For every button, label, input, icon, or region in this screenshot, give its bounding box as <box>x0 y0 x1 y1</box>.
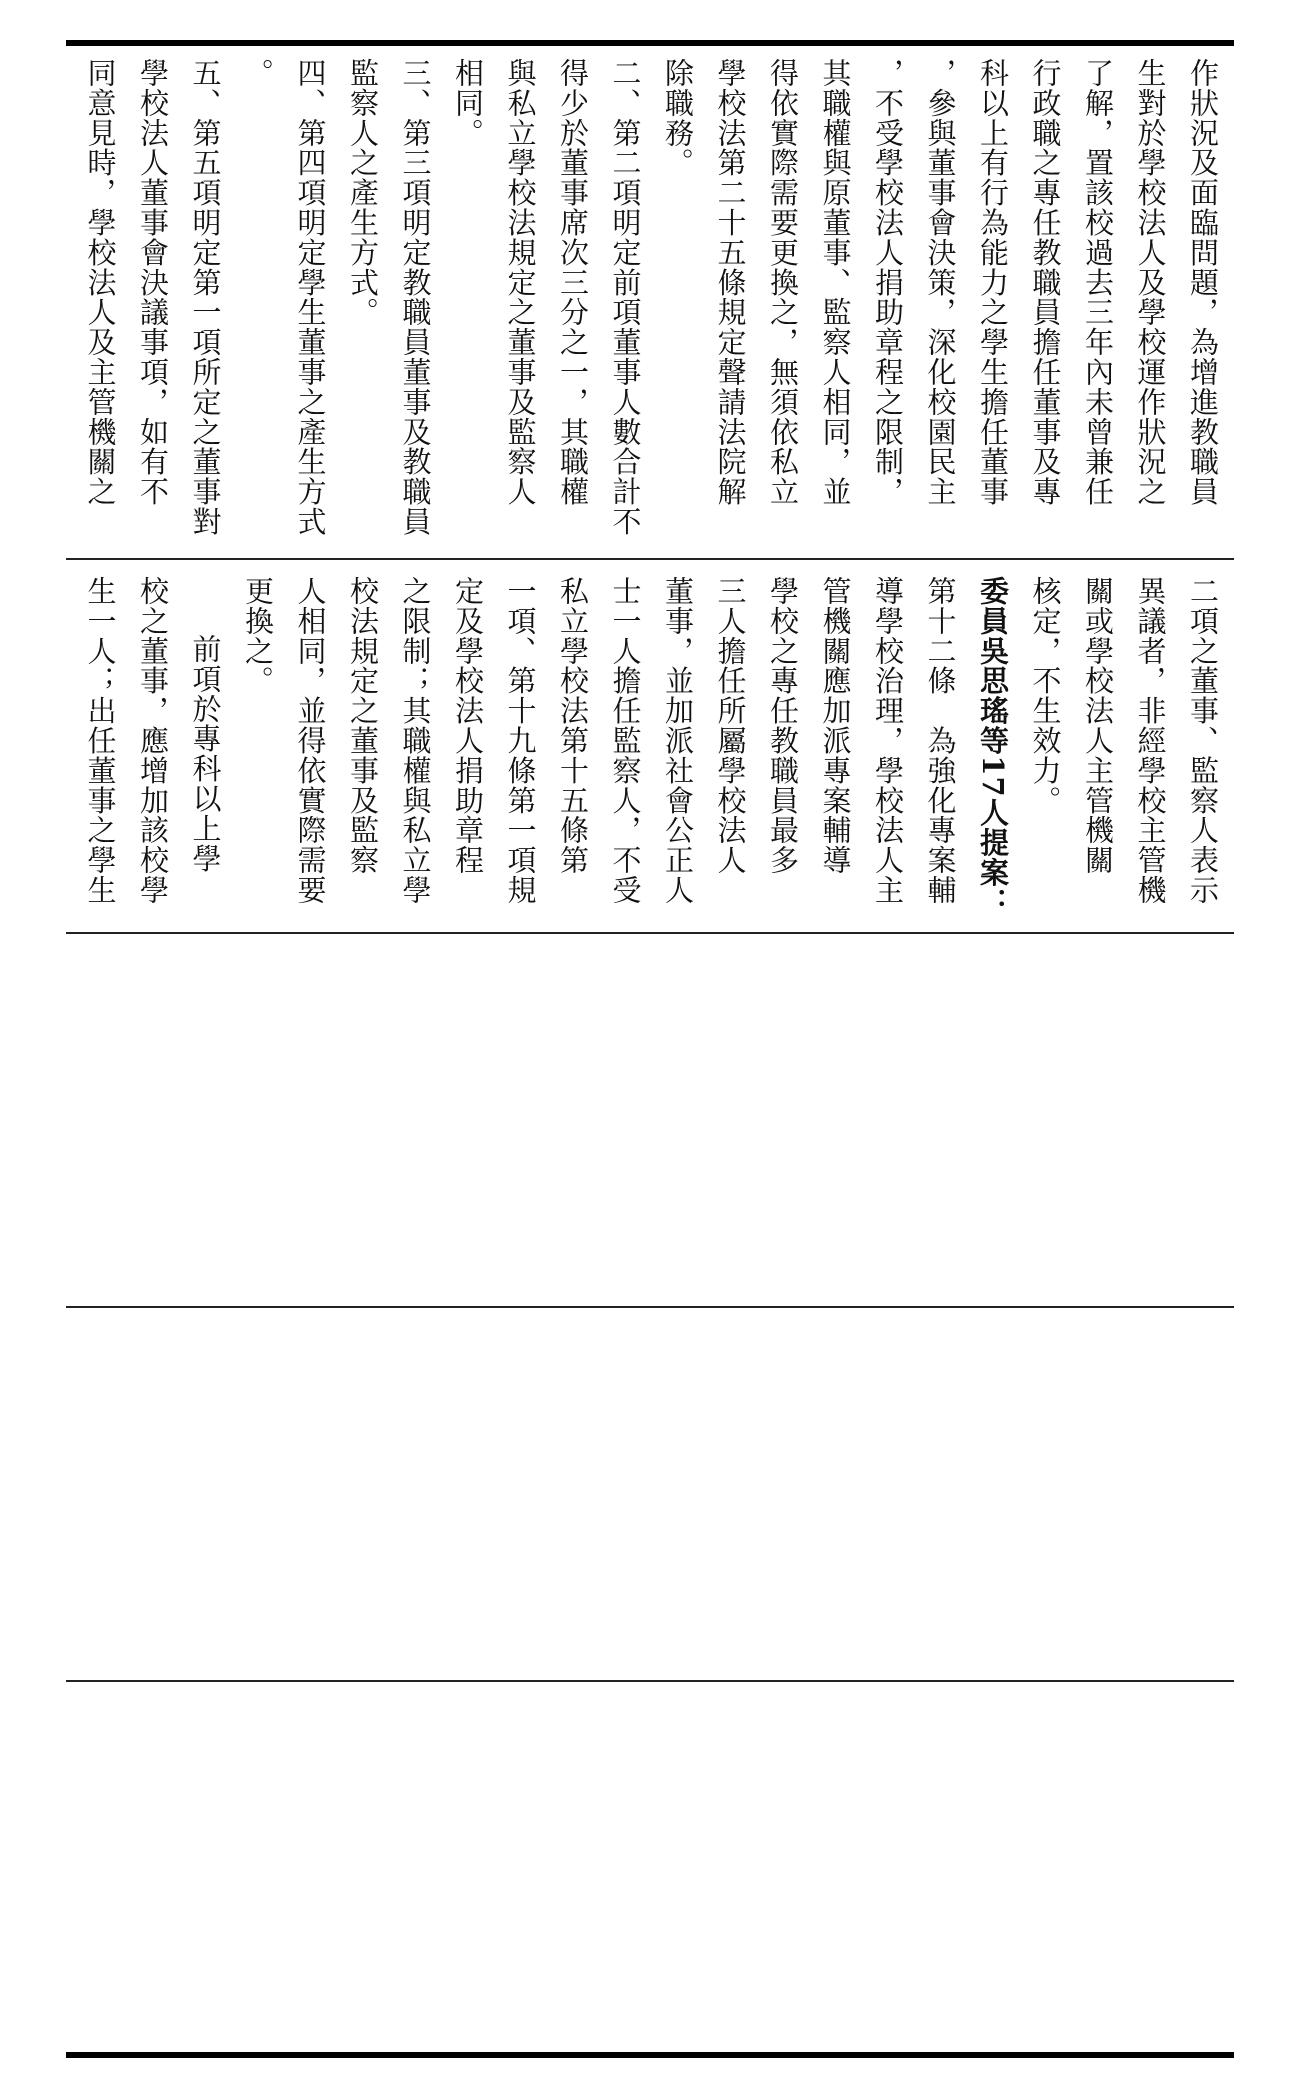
text-line: 行政職之專任教職員擔任董事及專 <box>1028 58 1063 507</box>
text-line: 學校之專任教職員最多 <box>766 576 800 875</box>
text-line: 與私立學校法規定之董事及監察人 <box>503 58 538 507</box>
text-line: 監察人之產生方式。 <box>346 58 380 328</box>
text-line: 三、第三項明定教職員董事及教職員 <box>398 58 433 537</box>
text-line: ，參與董事會決策，深化校園民主 <box>923 58 958 507</box>
explanation-cell <box>70 58 1230 550</box>
empty-cell-4 <box>70 1310 1230 1678</box>
text-line: 二項之董事、監察人表示 <box>1186 576 1220 905</box>
text-line: 三人擔任所屬學校法人 <box>713 576 748 875</box>
text-line: 定及學校法人捐助章程 <box>451 576 485 875</box>
text-line: 同意見時，學校法人及主管機關之 <box>83 58 118 507</box>
text-line: 核定，不生效力。 <box>1028 576 1063 816</box>
text-line: 士一人擔任監察人，不受 <box>608 576 643 905</box>
text-line: 異議者，非經學校主管機 <box>1133 576 1168 905</box>
text-line: 更換之。 <box>241 576 275 696</box>
text-line: 關或學校法人主管機關 <box>1081 576 1115 875</box>
text-line: 之限制；其職權與私立學 <box>398 576 433 905</box>
text-line: ，不受學校法人捐助章程之限制， <box>871 58 905 507</box>
text-line: 五、第五項明定第一項所定之董事對 <box>188 58 223 537</box>
proposal-cell <box>70 576 1230 926</box>
row-divider-2 <box>66 932 1234 934</box>
text-line: 了解，置該校過去三年內未曾兼任 <box>1081 58 1115 507</box>
text-line: 導學校治理，學校法人主 <box>871 576 905 905</box>
text-line: 得少於董事席次三分之一，其職權 <box>556 58 590 507</box>
row-divider-4 <box>66 1680 1234 1682</box>
proposal-heading: 委員吳思瑤等17人提案： <box>976 576 1010 918</box>
text-line: 學校法第二十五條規定聲請法院解 <box>713 58 748 507</box>
text-line: 四、第四項明定學生董事之產生方式 <box>293 58 328 537</box>
text-line: 作狀況及面臨問題，為增進教職員 <box>1186 58 1220 507</box>
text-line: 二、第二項明定前項董事人數合計不 <box>608 58 643 537</box>
top-rule <box>66 40 1234 46</box>
text-line: 校法規定之董事及監察 <box>346 576 380 875</box>
text-line: 得依實際需要更換之，無須依私立 <box>766 58 800 507</box>
text-line: 除職務。 <box>661 58 695 178</box>
text-line: 生一人；出任董事之學生 <box>83 576 118 905</box>
text-line: 相同。 <box>451 58 485 148</box>
proposal-text <box>70 576 1225 926</box>
text-line: 。 <box>241 58 275 88</box>
row-divider-3 <box>66 1306 1234 1308</box>
text-line: 生對於學校法人及學校運作狀況之 <box>1133 58 1168 507</box>
text-line: 校之董事，應增加該校學 <box>136 576 170 905</box>
text-line: 前項於專科以上學 <box>188 634 223 874</box>
text-line: 私立學校法第十五條第 <box>556 576 590 875</box>
empty-cell-3 <box>70 936 1230 1304</box>
text-line: 第十二條 為強化專案輔 <box>923 576 958 905</box>
text-line: 董事，並加派社會公正人 <box>661 576 695 905</box>
text-line: 一項、第十九條第一項規 <box>503 576 538 905</box>
explanation-text <box>70 58 1225 550</box>
text-line: 管機關應加派專案輔導 <box>818 576 853 875</box>
bottom-rule <box>66 2052 1234 2058</box>
text-line: 學校法人董事會決議事項，如有不 <box>136 58 170 507</box>
text-line: 科以上有行為能力之學生擔任董事 <box>976 58 1010 507</box>
text-line: 人相同，並得依實際需要 <box>293 576 328 905</box>
row-divider-1 <box>66 558 1234 560</box>
empty-cell-5 <box>70 1684 1230 2050</box>
text-line: 其職權與原董事、監察人相同，並 <box>818 58 853 507</box>
